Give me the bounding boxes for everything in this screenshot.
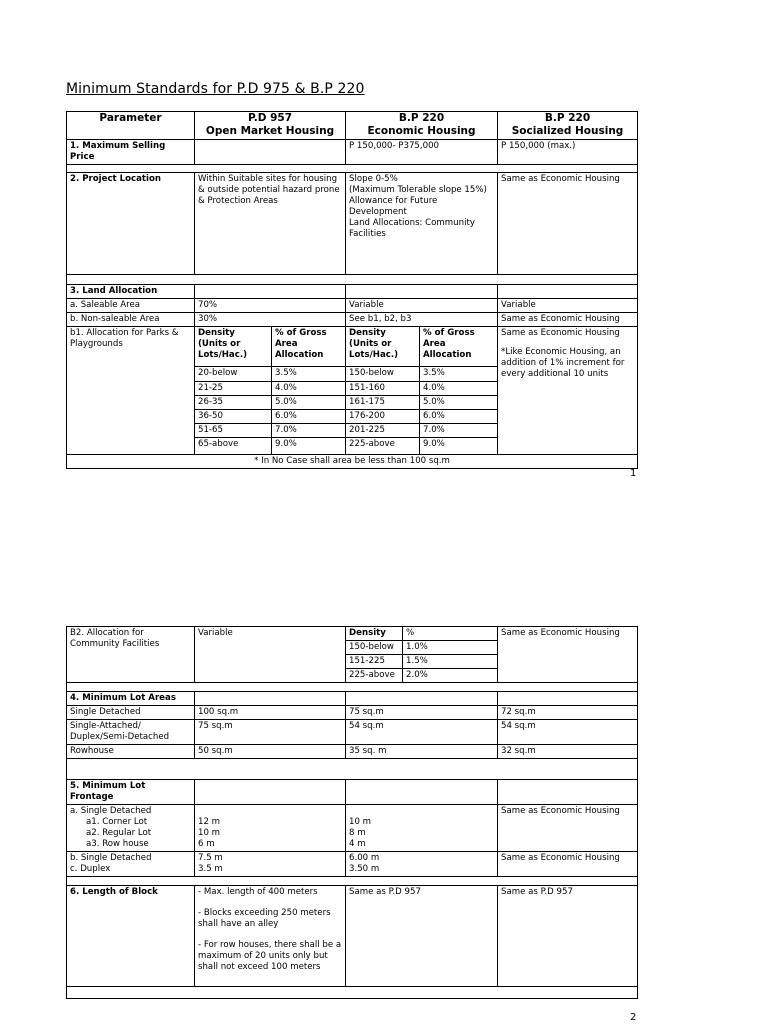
lot-econ: 75 sq.m bbox=[346, 706, 498, 720]
spacer-row bbox=[67, 275, 638, 285]
block-label: 6. Length of Block bbox=[67, 886, 195, 987]
frontage-a-label: a. Single Detached bbox=[70, 806, 152, 816]
frontage-a3: a3. Row house bbox=[86, 839, 149, 849]
header-bp220s-line1: B.P 220 bbox=[544, 112, 591, 124]
parks-soc bbox=[498, 327, 638, 455]
lot-soc: 72 sq.m bbox=[498, 706, 638, 720]
spacer-row bbox=[67, 987, 638, 999]
b2-soc: Same as Economic Housing bbox=[498, 627, 638, 683]
frontage-row bbox=[67, 780, 638, 805]
header-bp220e-line1: B.P 220 bbox=[398, 112, 445, 124]
lot-type: Single Detached bbox=[67, 706, 195, 720]
header-bp220-socialized bbox=[498, 112, 638, 140]
spacer-cell bbox=[67, 759, 638, 780]
block-pd-line3: - For row houses, there shall be a maximum of 20 units only but shall not exceed 100 meters bbox=[198, 940, 342, 972]
b2-pct: 1.0% bbox=[403, 641, 498, 655]
lot-soc: 32 sq.m bbox=[498, 745, 638, 759]
land-allocation-label: 3. Land Allocation bbox=[67, 285, 195, 299]
project-location-row bbox=[67, 173, 638, 275]
pd-density: 51-65 bbox=[195, 424, 272, 438]
pd-density: 36-50 bbox=[195, 410, 272, 424]
lot-area-row bbox=[67, 706, 638, 720]
empty-cell bbox=[498, 780, 638, 805]
lot-pd: 50 sq.m bbox=[195, 745, 346, 759]
frontage-b-econ: 6.00 m 3.50 m bbox=[346, 852, 498, 877]
b2-density: 150-below bbox=[346, 641, 403, 655]
land-allocation-row bbox=[67, 285, 638, 299]
saleable-area-label: a. Saleable Area bbox=[67, 299, 195, 313]
lot-econ: 35 sq. m bbox=[346, 745, 498, 759]
saleable-area-soc: Variable bbox=[498, 299, 638, 313]
lot-type: Rowhouse bbox=[67, 745, 195, 759]
frontage-a-econ: 10 m 8 m 4 m bbox=[346, 805, 498, 852]
econ-pct: 7.0% bbox=[420, 424, 498, 438]
block-pd-line2: - Blocks exceeding 250 meters shall have an alley bbox=[198, 908, 331, 929]
pd-density-header: Density (Units or Lots/Hac.) bbox=[195, 327, 272, 367]
nonsaleable-area-pd: 30% bbox=[195, 313, 346, 327]
frontage-a-soc: Same as Economic Housing bbox=[498, 805, 638, 852]
pd-density: 21-25 bbox=[195, 382, 272, 396]
econ-pct: 6.0% bbox=[420, 410, 498, 424]
header-pd957-line2: Open Market Housing bbox=[205, 125, 335, 137]
frontage-b-row bbox=[67, 852, 638, 877]
spacer-row bbox=[67, 877, 638, 886]
nonsaleable-area-econ: See b1, b2, b3 bbox=[346, 313, 498, 327]
selling-price-label: 1. Maximum Selling Price bbox=[67, 140, 195, 165]
pd-pct: 5.0% bbox=[272, 396, 346, 410]
b2-density: 151-225 bbox=[346, 655, 403, 669]
econ-density: 176-200 bbox=[346, 410, 420, 424]
pd-pct: 7.0% bbox=[272, 424, 346, 438]
b2-density-header: Density bbox=[346, 627, 403, 641]
header-row bbox=[67, 112, 638, 140]
econ-density: 150-below bbox=[346, 367, 420, 382]
spacer-cell bbox=[67, 275, 638, 285]
saleable-area-pd: 70% bbox=[195, 299, 346, 313]
econ-density: 151-160 bbox=[346, 382, 420, 396]
header-bp220s-line2: Socialized Housing bbox=[511, 125, 624, 137]
econ-pct: 5.0% bbox=[420, 396, 498, 410]
footnote-row bbox=[67, 455, 638, 469]
project-location-label: 2. Project Location bbox=[67, 173, 195, 275]
block-row bbox=[67, 886, 638, 987]
nonsaleable-area-label: b. Non-saleable Area bbox=[67, 313, 195, 327]
standards-table-page1 bbox=[66, 111, 638, 469]
lot-area-row bbox=[67, 745, 638, 759]
header-parameter: Parameter bbox=[67, 112, 195, 140]
frontage-b-label: b. Single Detached c. Duplex bbox=[67, 852, 195, 877]
lot-soc: 54 sq.m bbox=[498, 720, 638, 745]
page-title: Minimum Standards for P.D 975 & B.P 220 bbox=[66, 81, 365, 97]
selling-price-row bbox=[67, 140, 638, 165]
block-pd-line1: - Max. length of 400 meters bbox=[198, 887, 318, 897]
header-bp220e-line2: Economic Housing bbox=[367, 125, 476, 137]
empty-cell bbox=[346, 780, 498, 805]
b2-pct-header: % bbox=[403, 627, 498, 641]
header-pd957 bbox=[195, 112, 346, 140]
frontage-b-pd: 7.5 m 3.5 m bbox=[195, 852, 346, 877]
nonsaleable-area-soc: Same as Economic Housing bbox=[498, 313, 638, 327]
spacer-cell bbox=[67, 165, 638, 173]
page-number-2: 2 bbox=[630, 1012, 637, 1023]
spacer-row bbox=[67, 683, 638, 692]
empty-cell bbox=[195, 780, 346, 805]
lot-areas-label: 4. Minimum Lot Areas bbox=[67, 692, 195, 706]
b2-label: B2. Allocation for Community Facilities bbox=[67, 627, 195, 683]
spacer-cell bbox=[67, 683, 638, 692]
header-bp220-economic bbox=[346, 112, 498, 140]
empty-cell bbox=[346, 285, 498, 299]
pd-density: 20-below bbox=[195, 367, 272, 382]
saleable-area-econ: Variable bbox=[346, 299, 498, 313]
econ-density-header: Density (Units or Lots/Hac.) bbox=[346, 327, 420, 367]
lot-areas-row bbox=[67, 692, 638, 706]
pd-pct: 9.0% bbox=[272, 438, 346, 455]
econ-pct: 3.5% bbox=[420, 367, 498, 382]
econ-pct: 9.0% bbox=[420, 438, 498, 455]
parks-soc-line1: Same as Economic Housing bbox=[501, 328, 620, 338]
project-location-soc: Same as Economic Housing bbox=[498, 173, 638, 275]
b2-pd: Variable bbox=[195, 627, 346, 683]
standards-table-page2 bbox=[66, 626, 638, 999]
footnote: * In No Case shall area be less than 100 sq.m bbox=[67, 455, 638, 469]
b2-pct: 1.5% bbox=[403, 655, 498, 669]
econ-pct: 4.0% bbox=[420, 382, 498, 396]
lot-area-row bbox=[67, 720, 638, 745]
pd-pct: 3.5% bbox=[272, 367, 346, 382]
frontage-a-pd: 12 m 10 m 6 m bbox=[195, 805, 346, 852]
frontage-b-soc: Same as Economic Housing bbox=[498, 852, 638, 877]
frontage-label: 5. Minimum Lot Frontage bbox=[67, 780, 195, 805]
pd-density: 65-above bbox=[195, 438, 272, 455]
lot-type: Single-Attached/ Duplex/Semi-Detached bbox=[67, 720, 195, 745]
header-pd957-line1: P.D 957 bbox=[247, 112, 293, 124]
nonsaleable-area-row bbox=[67, 313, 638, 327]
block-econ: Same as P.D 957 bbox=[346, 886, 498, 987]
project-location-pd: Within Suitable sites for housing & outside potential hazard prone & Protection Areas bbox=[195, 173, 346, 275]
block-pd bbox=[195, 886, 346, 987]
selling-price-econ: P 150,000- P375,000 bbox=[346, 140, 498, 165]
project-location-econ: Slope 0-5% (Maximum Tolerable slope 15%) Allowance for Future Development Land Allocations: Community Facilities bbox=[346, 173, 498, 275]
b2-row bbox=[67, 627, 638, 641]
frontage-a1: a1. Corner Lot bbox=[86, 817, 148, 827]
pd-pct: 6.0% bbox=[272, 410, 346, 424]
parks-soc-line2: *Like Economic Housing, an addition of 1% increment for every additional 10 units bbox=[501, 347, 625, 379]
lot-econ: 54 sq.m bbox=[346, 720, 498, 745]
empty-cell bbox=[195, 692, 346, 706]
frontage-a-row bbox=[67, 805, 638, 852]
spacer-row bbox=[67, 759, 638, 780]
selling-price-pd bbox=[195, 140, 346, 165]
spacer-row bbox=[67, 165, 638, 173]
page-number-1: 1 bbox=[630, 468, 637, 479]
b2-pct: 2.0% bbox=[403, 669, 498, 683]
econ-density: 161-175 bbox=[346, 396, 420, 410]
frontage-a-label-cell bbox=[67, 805, 195, 852]
block-soc: Same as P.D 957 bbox=[498, 886, 638, 987]
pd-gross-header: % of Gross Area Allocation bbox=[272, 327, 346, 367]
b2-density: 225-above bbox=[346, 669, 403, 683]
econ-density: 201-225 bbox=[346, 424, 420, 438]
saleable-area-row bbox=[67, 299, 638, 313]
spacer-cell bbox=[67, 987, 638, 999]
selling-price-soc: P 150,000 (max.) bbox=[498, 140, 638, 165]
empty-cell bbox=[195, 285, 346, 299]
pd-pct: 4.0% bbox=[272, 382, 346, 396]
parks-label: b1. Allocation for Parks & Playgrounds bbox=[67, 327, 195, 455]
lot-pd: 100 sq.m bbox=[195, 706, 346, 720]
frontage-a2: a2. Regular Lot bbox=[86, 828, 152, 838]
empty-cell bbox=[498, 692, 638, 706]
parks-header-row bbox=[67, 327, 638, 367]
lot-pd: 75 sq.m bbox=[195, 720, 346, 745]
empty-cell bbox=[346, 692, 498, 706]
econ-density: 225-above bbox=[346, 438, 420, 455]
pd-density: 26-35 bbox=[195, 396, 272, 410]
empty-cell bbox=[498, 285, 638, 299]
spacer-cell bbox=[67, 877, 638, 886]
econ-gross-header: % of Gross Area Allocation bbox=[420, 327, 498, 367]
